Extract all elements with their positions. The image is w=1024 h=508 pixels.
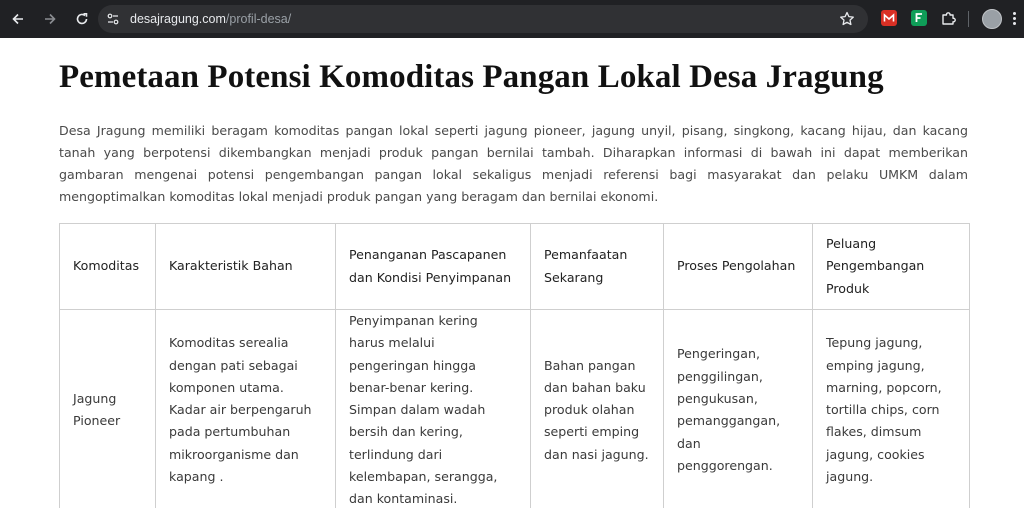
cell-pemanfaatan: Bahan pangan dan bahan baku produk olahan seperti emping dan nasi jagung. <box>531 310 664 508</box>
cell-proses: Pengeringan, penggilingan, pengukusan, pemanggangan, dan penggorengan. <box>664 310 813 508</box>
page-title: Pemetaan Potensi Komoditas Pangan Lokal Desa Jragung <box>59 59 884 95</box>
header-komoditas: Komoditas <box>60 224 156 310</box>
header-penanganan: Penanganan Pascapanen dan Kondisi Penyimpanan <box>336 224 531 310</box>
site-info-icon[interactable] <box>102 8 124 30</box>
extension-f-icon[interactable] <box>911 10 927 26</box>
browser-menu-icon[interactable] <box>1011 10 1017 28</box>
commodity-table <box>59 223 970 508</box>
toolbar-divider <box>968 11 969 27</box>
profile-avatar[interactable] <box>982 9 1002 29</box>
bookmark-star-icon[interactable] <box>838 10 856 28</box>
url-text <box>130 12 291 26</box>
header-peluang: Peluang Pengembangan Produk <box>813 224 970 310</box>
intro-paragraph: Desa Jragung memiliki beragam komoditas pangan lokal seperti jagung pioneer, jagung unyil, pisang, singkong, kacang hijau, dan kacang tanah yang berpotensi dikembangkan menjadi produk pangan bernilai tambah. Diharapkan informasi di bawah ini dapat memberikan gambaran mengenai potensi pengembangan pangan lokal sekaligus menjadi referensi bagi masyarakat dan pelaku UMKM dalam mengoptimalkan komoditas lokal menjadi produk pangan yang beragam dan bernilai ekonomi. <box>59 123 968 204</box>
url-domain: desajragung.com <box>130 12 226 26</box>
cell-peluang: Tepung jagung, emping jagung, marning, popcorn, tortilla chips, corn flakes, dimsum jagung, cookies jagung. <box>813 310 970 508</box>
extensions-puzzle-icon[interactable] <box>940 9 958 27</box>
table-header-row <box>60 224 970 310</box>
browser-toolbar <box>0 0 1024 38</box>
cell-karakteristik: Komoditas serealia dengan pati sebagai komponen utama. Kadar air berpengaruh pada pertumbuhan mikroorganisme dan kapang . <box>156 310 336 508</box>
cell-penanganan: Penyimpanan kering harus melalui pengeringan hingga benar-benar kering. Simpan dalam wadah bersih dan kering, terlindung dari kelembapan, serangga, dan kontaminasi. <box>336 310 531 508</box>
back-icon[interactable] <box>4 5 32 33</box>
address-bar[interactable] <box>98 5 868 33</box>
table-row <box>60 310 970 508</box>
reload-icon[interactable] <box>68 5 96 33</box>
header-proses: Proses Pengolahan <box>664 224 813 310</box>
header-karakteristik: Karakteristik Bahan <box>156 224 336 310</box>
extension-m-icon[interactable] <box>881 10 897 26</box>
header-pemanfaatan: Pemanfaatan Sekarang <box>531 224 664 310</box>
cell-komoditas: Jagung Pioneer <box>60 310 156 508</box>
forward-icon[interactable] <box>36 5 64 33</box>
url-path: /profil-desa/ <box>225 12 292 26</box>
